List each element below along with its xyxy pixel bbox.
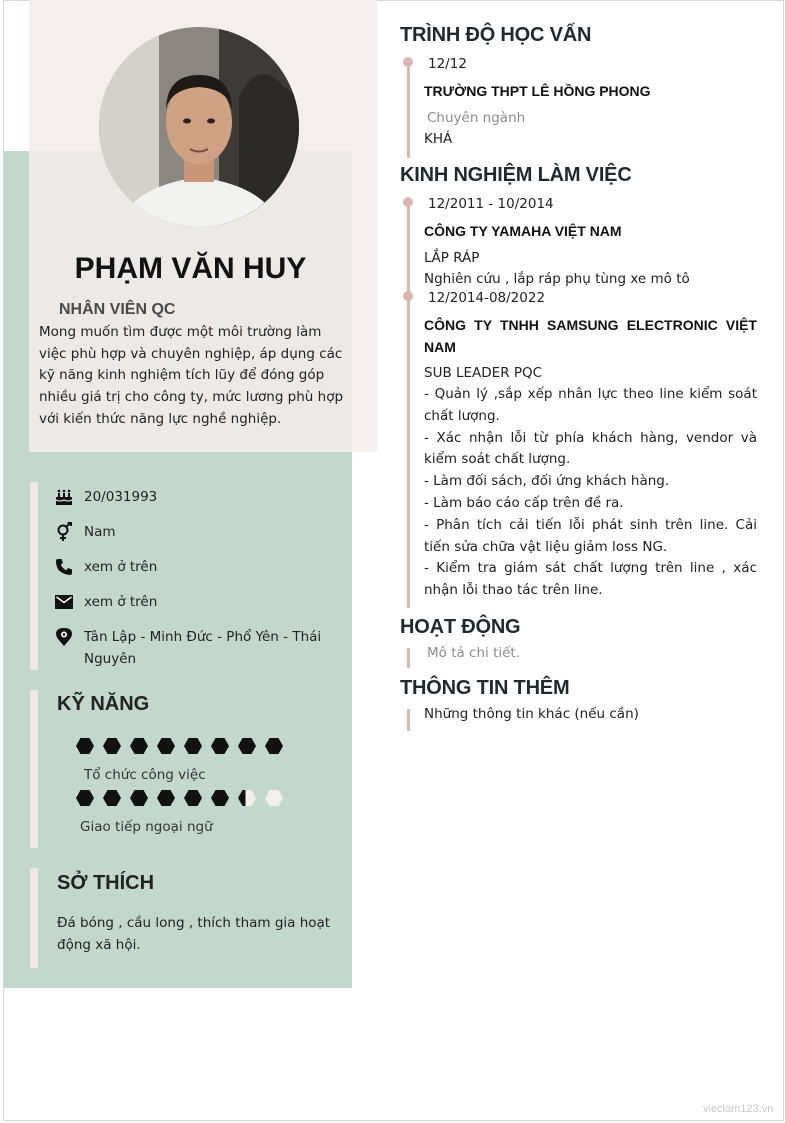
experience-timeline xyxy=(407,200,410,608)
contact-phone xyxy=(55,556,340,578)
job-2-detail: - Kiểm tra giám sát chất lượng trên line , xác nhận lỗi thao tác trên line. xyxy=(424,560,757,599)
skills-bar xyxy=(30,690,38,848)
rating-hexagon xyxy=(157,738,175,754)
activities-placeholder: Mô tả chi tiết. xyxy=(427,645,521,661)
additional-info-text: Những thông tin khác (nếu cần) xyxy=(424,706,639,722)
rating-hexagon xyxy=(130,738,148,754)
gender-value: Nam xyxy=(84,524,116,540)
birthday-value: 20/031993 xyxy=(84,489,158,505)
rating-hexagon xyxy=(103,790,121,806)
job-2-detail: - Quản lý ,sắp xếp nhân lực theo line kiểm soát chất lượng. xyxy=(424,386,757,424)
job-2-detail: - Làm báo cáo cấp trên đề ra. xyxy=(424,494,624,511)
job-2-company: CÔNG TY TNHH SAMSUNG ELECTRONIC VIỆT NAM xyxy=(424,317,757,355)
rating-hexagon xyxy=(238,738,256,754)
education-title: TRÌNH ĐỘ HỌC VẤN xyxy=(400,24,592,46)
rating-hexagon xyxy=(265,790,283,806)
rating-hexagon xyxy=(211,738,229,754)
career-objective: Mong muốn tìm được một môi trường làm việc phù hợp và chuyên nghiệp, áp dụng các kỹ năng kinh nghiệm tích lũy để đóng góp nhiều giá trị cho công ty, mức lương phù hợp với kiến thức năng lực nghề nghiệp. xyxy=(39,324,344,427)
job-2-detail: - Xác nhận lỗi từ phía khách hàng, vendor và kiểm soát chất lượng. xyxy=(424,429,757,468)
address-value: Tân Lập - Minh Đức - Phổ Yên - Thái Nguyên xyxy=(84,629,322,667)
contact-birthday xyxy=(55,486,340,508)
job-2-details xyxy=(424,384,757,602)
contact-gender xyxy=(55,521,340,543)
cake-icon xyxy=(55,486,73,508)
rating-hexagon xyxy=(76,790,94,806)
job-1-company: CÔNG TY YAMAHA VIỆT NAM xyxy=(424,223,622,239)
timeline-dot xyxy=(403,197,413,207)
email-icon xyxy=(55,591,73,613)
rating-hexagon xyxy=(265,738,283,754)
phone-icon xyxy=(55,556,73,578)
timeline-dot xyxy=(403,57,413,67)
skill-rating-1 xyxy=(76,738,292,754)
rating-hexagon xyxy=(184,790,202,806)
rating-hexagon xyxy=(130,790,148,806)
school-name: TRƯỜNG THPT LÊ HỒNG PHONG xyxy=(424,83,651,99)
rating-hexagon xyxy=(103,738,121,754)
phone-value: xem ở trên xyxy=(84,559,158,575)
timeline-dot xyxy=(403,291,413,301)
contact-address xyxy=(55,626,340,670)
job-1-detail: Nghiên cứu , lắp ráp phụ tùng xe mô tô xyxy=(424,271,690,287)
additional-info-title: THÔNG TIN THÊM xyxy=(400,677,570,699)
watermark: vieclam123.vn xyxy=(703,1103,774,1115)
experience-title: KINH NGHIỆM LÀM VIỆC xyxy=(400,164,632,186)
full-name: PHẠM VĂN HUY xyxy=(74,252,307,285)
gender-icon xyxy=(55,521,73,543)
activities-timeline xyxy=(407,648,410,668)
rating-hexagon xyxy=(238,790,256,806)
job-2-period: 12/2014-08/2022 xyxy=(428,290,546,306)
rating-hexagon xyxy=(184,738,202,754)
contact-section xyxy=(55,486,340,683)
job-2-detail: - Phân tích cải tiến lỗi phát sinh trên line. Cải tiến sửa chữa vật liệu giảm loss NG. xyxy=(424,516,757,555)
skill-rating-2 xyxy=(76,790,292,806)
job-2-detail: - Làm đối sách, đối ứng khách hàng. xyxy=(424,473,670,490)
activities-title: HOẠT ĐỘNG xyxy=(400,616,521,638)
education-date: 12/12 xyxy=(428,56,467,72)
avatar xyxy=(99,27,299,227)
skill-name-2: Giao tiếp ngoại ngữ xyxy=(80,819,213,835)
job-2-role: SUB LEADER PQC xyxy=(424,365,543,381)
skill-name-1: Tổ chức công việc xyxy=(84,767,206,783)
additional-info-timeline xyxy=(407,709,410,731)
rating-hexagon xyxy=(76,738,94,754)
major-placeholder: Chuyên ngành xyxy=(427,110,526,126)
location-pin-icon xyxy=(55,626,73,648)
hobbies-title: SỞ THÍCH xyxy=(57,872,155,894)
job-position: NHÂN VIÊN QC xyxy=(59,301,176,318)
job-1-role: LẮP RÁP xyxy=(424,250,480,266)
contact-email xyxy=(55,591,340,613)
email-value: xem ở trên xyxy=(84,594,158,610)
rating-hexagon xyxy=(211,790,229,806)
education-grade: KHÁ xyxy=(424,131,453,147)
hobbies-bar xyxy=(30,868,38,968)
skills-title: KỸ NĂNG xyxy=(57,693,150,715)
education-timeline xyxy=(407,60,410,158)
job-1-period: 12/2011 - 10/2014 xyxy=(428,196,554,212)
contact-bar xyxy=(30,482,38,670)
hobbies-text: Đá bóng , cầu long , thích tham gia hoạt động xã hội. xyxy=(57,915,331,953)
rating-hexagon xyxy=(157,790,175,806)
